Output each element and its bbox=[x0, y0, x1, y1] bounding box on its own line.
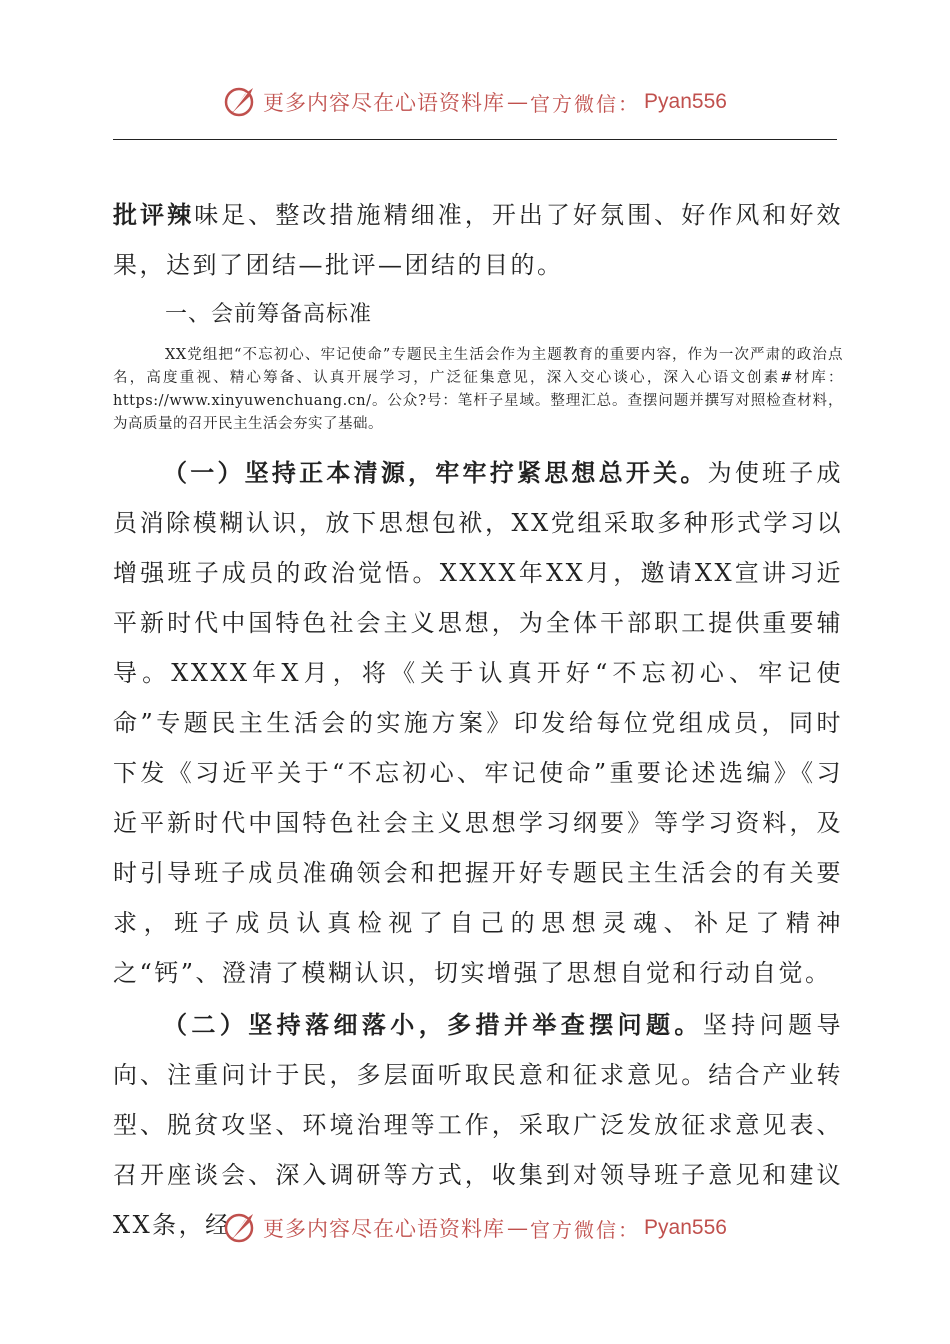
header-divider bbox=[113, 139, 837, 140]
footer-wechat-handle: Pyan556 bbox=[644, 1216, 727, 1239]
intro-text: 味足、整改措施精细准，开出了好氛围、好作风和好效果，达到了团结—批评—团结的目的。 bbox=[113, 201, 844, 279]
footer-official-label: 官方微信： bbox=[530, 1217, 641, 1242]
quill-logo-icon bbox=[223, 1210, 259, 1246]
footer-banner bbox=[0, 1206, 950, 1250]
intro-paragraph bbox=[113, 190, 843, 290]
footer-site-name: 更多内容尽在心语资料库 bbox=[263, 1217, 506, 1241]
banner-wechat-handle: Pyan556 bbox=[644, 90, 727, 113]
document-body bbox=[113, 190, 843, 1250]
section-heading: 一、会前筹备高标准 bbox=[165, 302, 373, 327]
intro-bold: 批评辣 bbox=[113, 201, 195, 229]
paragraph-1-lead: （一）坚持正本清源，牢牢拧紧思想总开关。 bbox=[163, 458, 708, 487]
quill-logo-icon bbox=[223, 84, 259, 120]
banner-dash: — bbox=[507, 90, 529, 114]
footer-dash: — bbox=[507, 1216, 529, 1240]
banner-site-name: 更多内容尽在心语资料库 bbox=[263, 91, 506, 115]
header-banner bbox=[0, 80, 950, 124]
banner-official-label: 官方微信： bbox=[530, 91, 641, 116]
small-paragraph: XX党组把“不忘初心、牢记使命”专题民主生活会作为主题教育的重要内容，作为一次严肃的政治点名，高度重视、精心筹备、认真开展学习，广泛征集意见，深入交心谈心，深入心语文创素#材库：https://www.xinyuwenchuang.cn/。公众?号：笔杆子星域。整理汇总。查摆问题并撰写对照检查材料，为高质量的召开民主生活会夯实了基础。 bbox=[113, 347, 843, 432]
paragraph-1-text: 为使班子成员消除模糊认识，放下思想包袱，XX党组采取多种形式学习以增强班子成员的政治觉悟。XXXX年XX月，邀请XX宣讲习近平新时代中国特色社会主义思想，为全体干部职工提供重要辅导。XXXX年X月，将《关于认真开好“不忘初心、牢记使命”专题民主生活会的实施方案》印发给每位党组成员，同时下发《习近平关于“不忘初心、牢记使命”重要论述选编》《习近平新时代中国特色社会主义思想学习纲要》等学习资料，及时引导班子成员准确领会和把握开好专题民主生活会的有关要求，班子成员认真检视了自己的思想灵魂、补足了精神之“钙”、澄清了模糊认识，切实增强了思想自觉和行动自觉。 bbox=[113, 459, 844, 987]
paragraph-2-text: 坚持问题导向、注重问计于民，多层面听取民意和征求意见。结合产业转型、脱贫攻坚、环境治理等工作，采取广泛发放征求意见表、召开座谈会、深入调研等方式，收集到对领导班子意见和建议XX条，经 bbox=[113, 1011, 844, 1239]
paragraph-2-lead: （二）坚持落细落小，多措并举查摆问题。 bbox=[163, 1010, 703, 1039]
paragraph-1 bbox=[113, 448, 843, 998]
